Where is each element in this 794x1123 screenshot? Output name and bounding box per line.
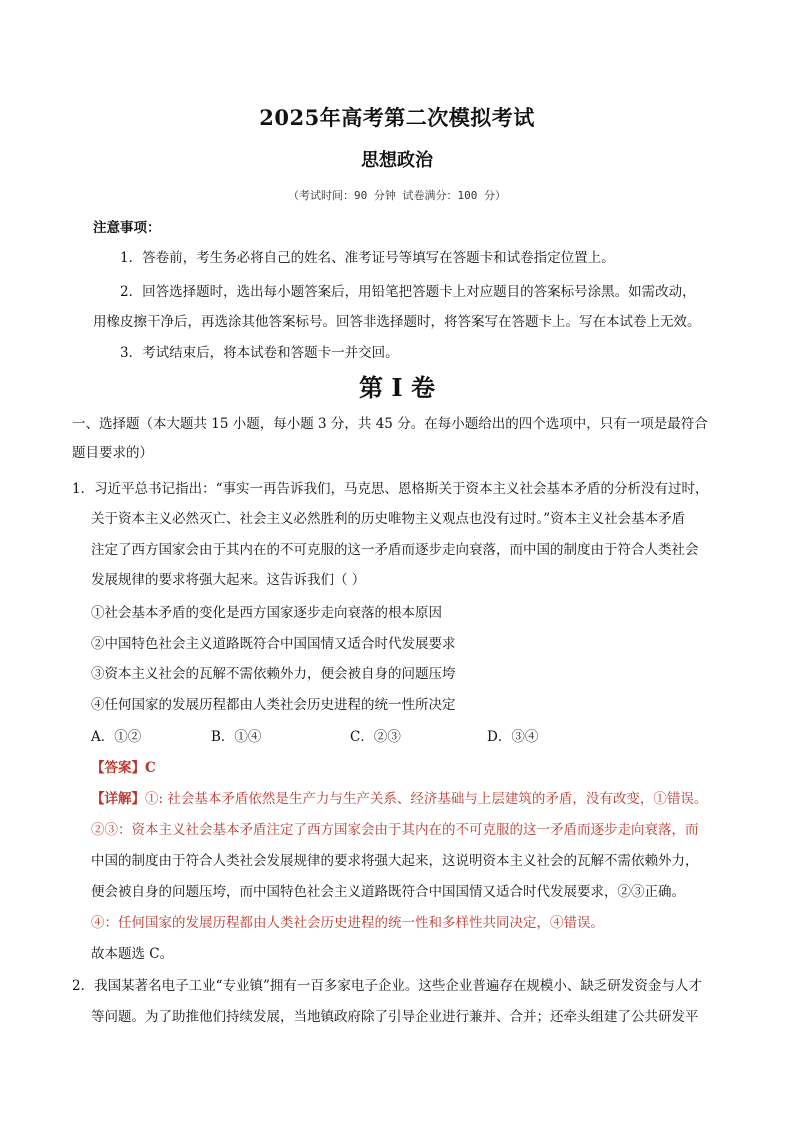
- q1-detail-line-4: 便会被自身的问题压垮，而中国特色社会主义道路既符合中国国情又适合时代发展要求，②③正确。: [91, 884, 685, 900]
- q1-option-a: A．①②: [91, 729, 142, 745]
- q1-stem-line-2: 关于资本主义必然灭亡、社会主义必然胜利的历史唯物主义观点也没有过时。”资本主义社会基本矛盾: [91, 511, 686, 527]
- q1-detail-line-5: ④：任何国家的发展历程都由人类社会历史进程的统一性和多样性共同决定，④错误。: [91, 915, 604, 931]
- detail-text-1: ①: 社会基本矛盾依然是生产力与生产关系、经济基础与上层建筑的矛盾，没有改变，①错误。: [145, 791, 708, 807]
- note-2-line-1: 2．回答选择题时，选出每小题答案后，用铅笔把答题卡上对应题目的答案标号涂黑。如需改动，: [120, 284, 696, 300]
- q1-statement-3: ③资本主义社会的瓦解不需依赖外力，便会被自身的问题压垮: [91, 666, 456, 682]
- q1-option-b: B．①④: [211, 729, 262, 745]
- detail-label: 【详解】: [91, 791, 145, 807]
- q1-conclusion: 故本题选 C。: [91, 946, 174, 962]
- q1-stem-line-3: 注定了西方国家会由于其内在的不可克服的这一矛盾而逐步走向衰落，而中国的制度由于符合人类社会: [91, 542, 699, 558]
- q1-detail-line-1: [91, 789, 707, 809]
- section-title: 第 I 卷: [359, 373, 435, 402]
- note-3: 3．考试结束后，将本试卷和答题卡一并交回。: [120, 345, 399, 361]
- notes-heading: 注意事项：: [93, 220, 161, 236]
- q1-statement-1: ①社会基本矛盾的变化是西方国家逐步走向衰落的根本原因: [91, 605, 442, 621]
- q2-stem-line-2: 等问题。为了助推他们持续发展，当地镇政府除了引导企业进行兼并、合并；还牵头组建了公共研发平: [91, 1009, 699, 1025]
- q2-stem-line-1: 2．我国某著名电子工业“专业镇”拥有一百多家电子企业。这些企业普遍存在规模小、缺乏研发资金与人才: [72, 978, 702, 994]
- note-2-line-2: 用橡皮擦干净后，再选涂其他答案标号。回答非选择题时，将答案写在答题卡上。写在本试卷上无效。: [93, 314, 701, 330]
- exam-time-info: （考试时间：90 分钟 试卷满分：100 分）: [288, 189, 506, 202]
- q1-option-c: C．②③: [350, 729, 401, 745]
- q1-stem-line-4: 发展规律的要求将强大起来。这告诉我们（ ）: [91, 572, 366, 588]
- q1-statement-4: ④任何国家的发展历程都由人类社会历史进程的统一性所决定: [91, 697, 456, 713]
- subject-title: 思想政治: [361, 150, 433, 171]
- q1-detail-line-2: ②③：资本主义社会基本矛盾注定了西方国家会由于其内在的不可克服的这一矛盾而逐步走向衰落，而: [91, 822, 699, 838]
- q1-answer-row: [91, 758, 156, 778]
- exam-title: 2025年高考第二次模拟考试: [259, 105, 535, 130]
- section-intro-line-1: 一、选择题（本大题共 15 小题，每小题 3 分，共 45 分。在每小题给出的四个选项中，只有一项是最符合: [72, 416, 708, 432]
- q1-option-d: D．③④: [487, 729, 539, 745]
- answer-value: C: [145, 760, 156, 776]
- q1-statement-2: ②中国特色社会主义道路既符合中国国情又适合时代发展要求: [91, 636, 456, 652]
- answer-label: 【答案】: [91, 760, 145, 776]
- note-1: 1．答卷前，考生务必将自己的姓名、准考证号等填写在答题卡和试卷指定位置上。: [120, 250, 615, 266]
- q1-stem-line-1: 1．习近平总书记指出：“事实一再告诉我们，马克思、恩格斯关于资本主义社会基本矛盾的分析没有过时，: [72, 481, 709, 497]
- section-intro-line-2: 题目要求的）: [72, 445, 153, 461]
- q1-detail-line-3: 中国的制度由于符合人类社会发展规律的要求将强大起来，这说明资本主义社会的瓦解不需依赖外力，: [91, 853, 699, 869]
